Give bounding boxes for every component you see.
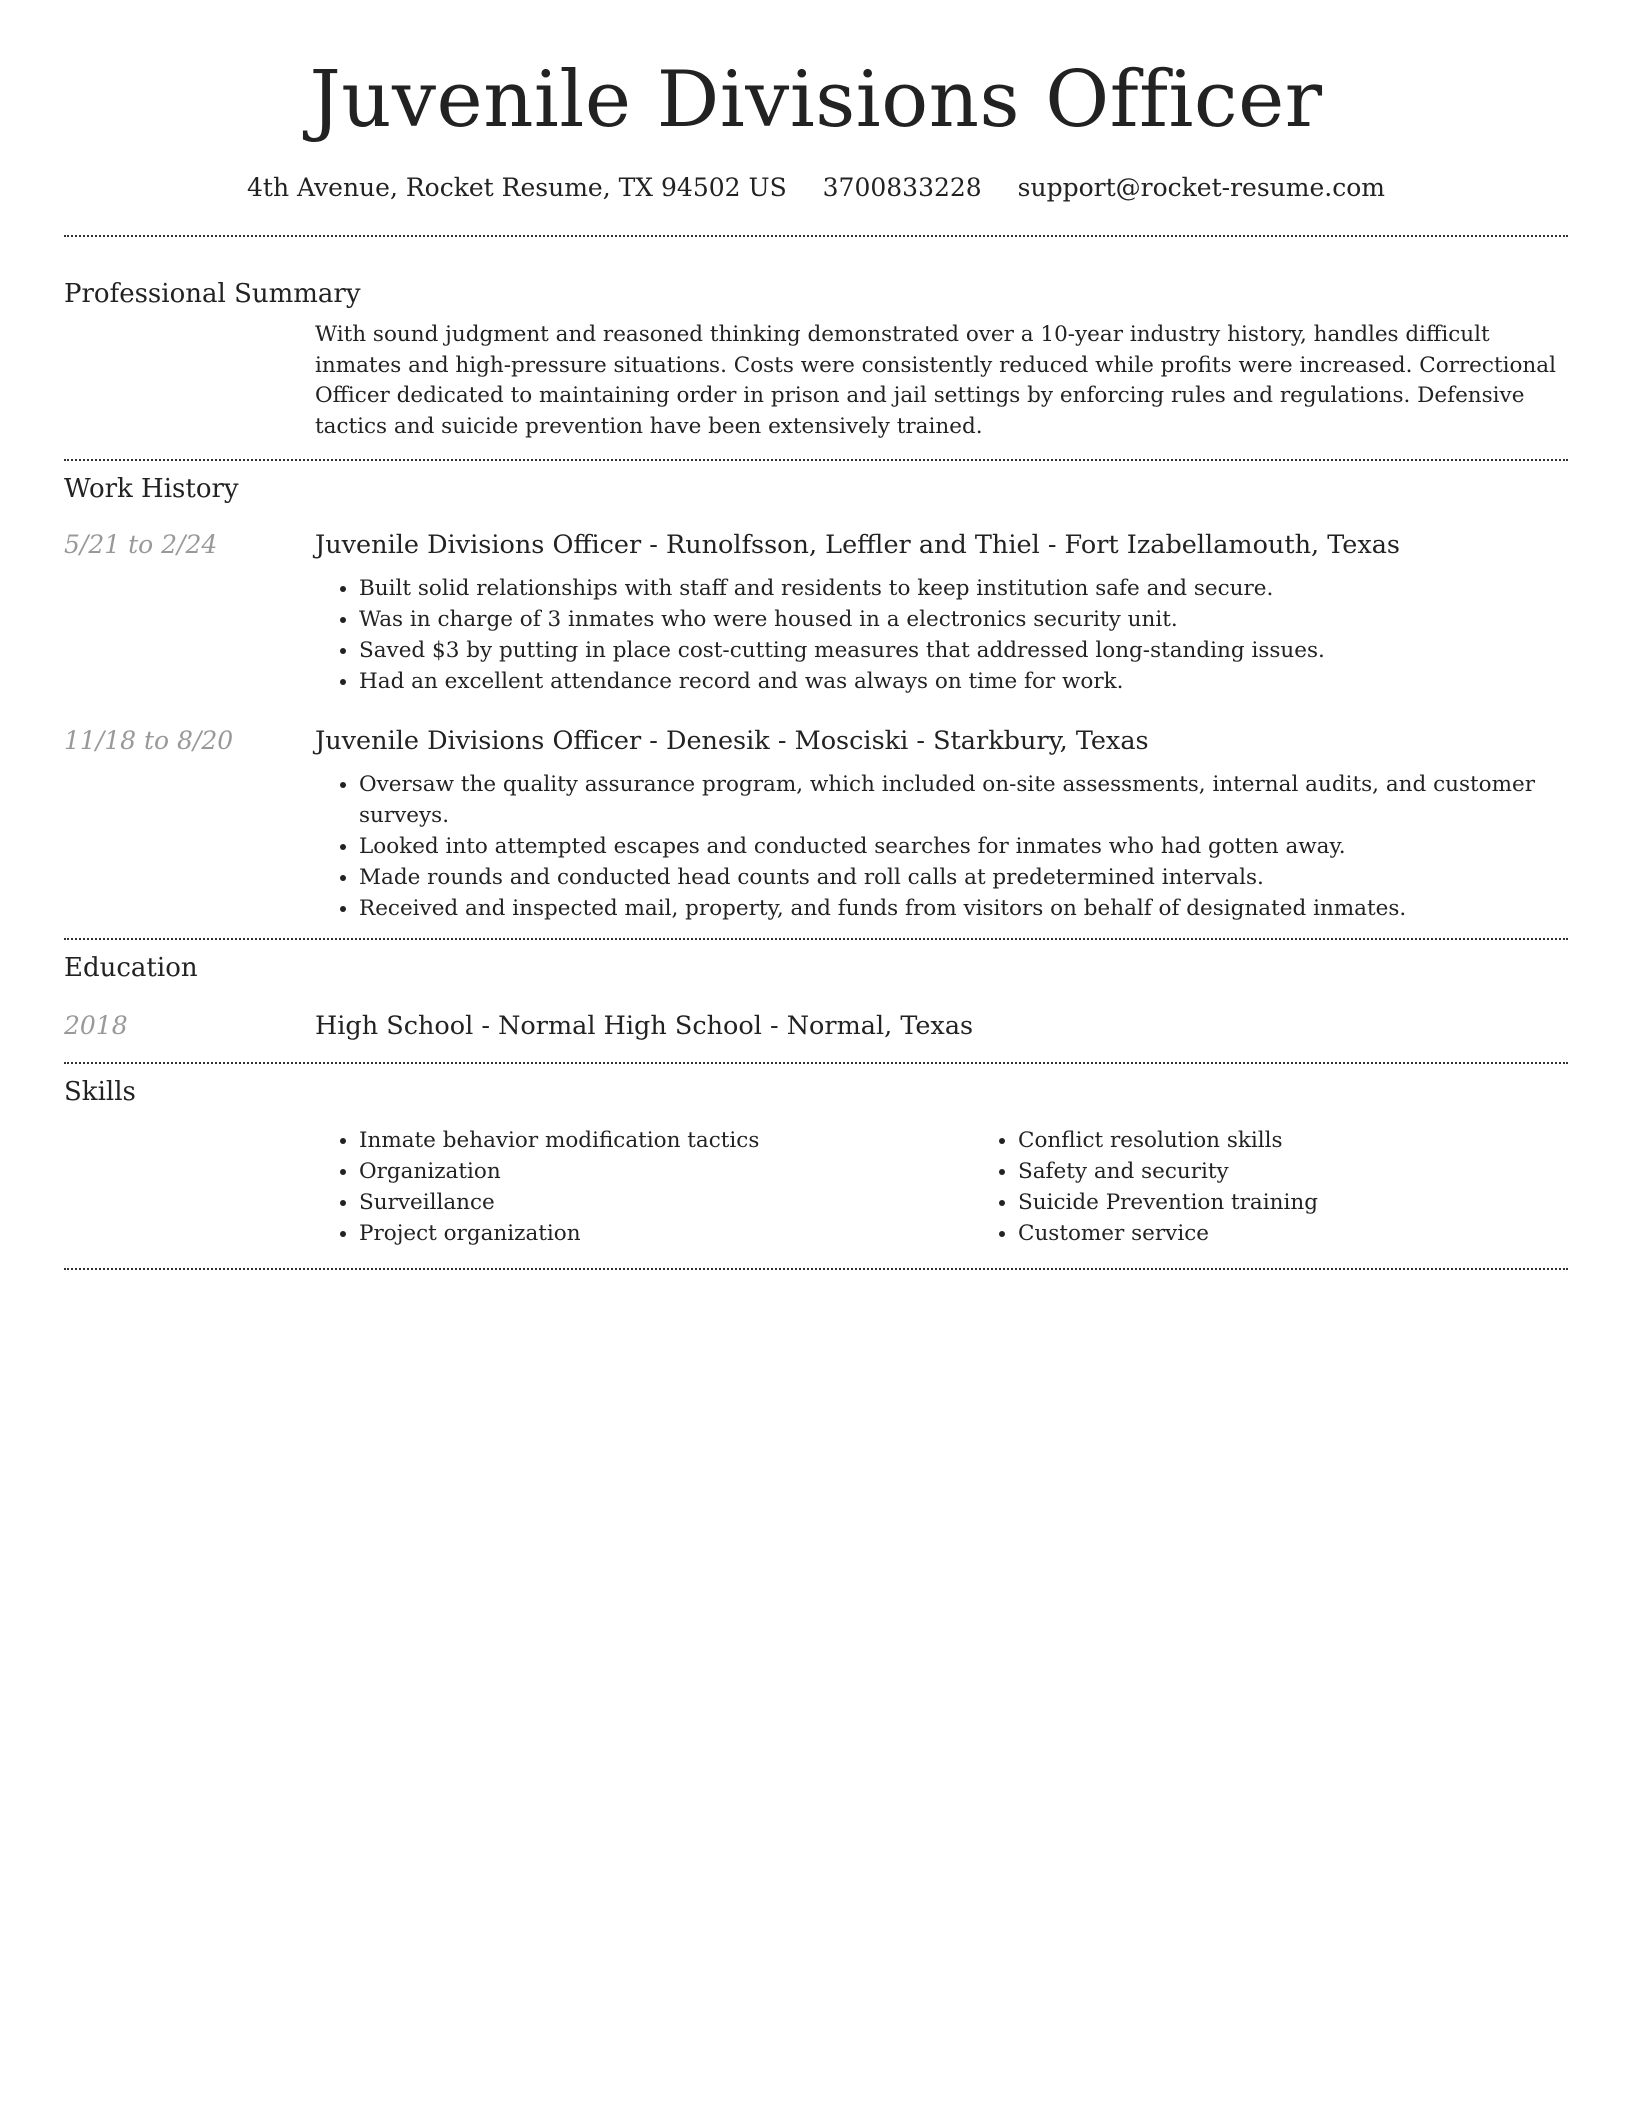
- resume-header: [64, 0, 1568, 206]
- resume-page: [64, 0, 1568, 1270]
- skill-item: • Surveillance: [359, 1187, 974, 1218]
- job-bullet: • Was in charge of 3 inmates who were housed in a electronics security unit.: [359, 604, 1568, 635]
- summary-body: [315, 320, 1568, 442]
- job-bullet: • Oversaw the quality assurance program, which included on-site assessments, internal audits, and customer surveys.: [359, 769, 1568, 831]
- section-divider: [64, 1062, 1568, 1064]
- skill-item: • Suicide Prevention training: [1018, 1187, 1632, 1218]
- education-entry: [64, 1008, 1568, 1044]
- job-bullet: • Received and inspected mail, property, and funds from visitors on behalf of designated inmates.: [359, 893, 1568, 924]
- job-bullet: • Saved $3 by putting in place cost-cutting measures that addressed long-standing issues.: [359, 635, 1568, 666]
- skills-columns: [315, 1125, 1632, 1249]
- skill-item: • Safety and security: [1018, 1156, 1632, 1187]
- summary-section: [64, 276, 1568, 442]
- job-heading: Juvenile Divisions Officer - Runolfsson, Leffler and Thiel - Fort Izabellamouth, Texas: [315, 530, 1401, 560]
- job-entry: [64, 723, 1568, 924]
- job-details: [315, 723, 1568, 924]
- job-dates: 5/21 to 2/24: [64, 530, 218, 559]
- contact-email: support@rocket-resume.com: [1017, 173, 1385, 202]
- skills-list-left: [315, 1125, 974, 1249]
- summary-left-spacer: [64, 320, 315, 442]
- contact-line: [64, 170, 1568, 206]
- job-bullet: • Made rounds and conducted head counts and roll calls at predetermined intervals.: [359, 862, 1568, 893]
- skills-section: [64, 1074, 1568, 1249]
- skill-item: • Inmate behavior modification tactics: [359, 1125, 974, 1156]
- job-dates: 11/18 to 8/20: [64, 726, 234, 755]
- job-bullet: • Looked into attempted escapes and conducted searches for inmates who had gotten away.: [359, 831, 1568, 862]
- work-history-title: Work History: [64, 474, 239, 504]
- skills-list-right: [974, 1125, 1632, 1249]
- education-details: [315, 1008, 1568, 1044]
- section-divider: [64, 938, 1568, 940]
- skills-title: Skills: [64, 1077, 136, 1107]
- education-year: 2018: [64, 1011, 128, 1040]
- work-history-section: [64, 471, 1568, 924]
- skill-item: • Customer service: [1018, 1218, 1632, 1249]
- education-section: [64, 950, 1568, 1044]
- job-entry: [64, 527, 1568, 697]
- job-bullet-list: [315, 769, 1568, 924]
- section-divider: [64, 459, 1568, 461]
- job-bullet: • Built solid relationships with staff and residents to keep institution safe and secure.: [359, 573, 1568, 604]
- section-divider: [64, 1268, 1568, 1270]
- education-heading: High School - Normal High School - Normal, Texas: [315, 1011, 974, 1041]
- skill-item: • Project organization: [359, 1218, 974, 1249]
- job-bullet: • Had an excellent attendance record and was always on time for work.: [359, 666, 1568, 697]
- skills-left-spacer: [64, 1125, 315, 1249]
- job-details: [315, 527, 1568, 697]
- job-heading: Juvenile Divisions Officer - Denesik - Mosciski - Starkbury, Texas: [315, 726, 1149, 756]
- contact-phone: 3700833228: [822, 173, 982, 202]
- education-title: Education: [64, 953, 198, 983]
- skill-item: • Conflict resolution skills: [1018, 1125, 1632, 1156]
- skills-row: [64, 1125, 1568, 1249]
- summary-title: Professional Summary: [64, 279, 361, 309]
- contact-address: 4th Avenue, Rocket Resume, TX 94502 US: [247, 173, 787, 202]
- candidate-name: Juvenile Divisions Officer: [309, 55, 1323, 145]
- skill-item: • Organization: [359, 1156, 974, 1187]
- job-bullet-list: [315, 573, 1568, 697]
- summary-text: With sound judgment and reasoned thinking demonstrated over a 10-year industry history, handles difficult inmates and high-pressure situations. Costs were consistently reduced while profits were increased. Correctional Officer dedicated to maintaining order in prison and jail settings by enforcing rules and regulations. Defensive tactics and suicide prevention have been extensively trained.: [315, 322, 1556, 439]
- section-divider: [64, 235, 1568, 237]
- summary-row: [64, 320, 1568, 442]
